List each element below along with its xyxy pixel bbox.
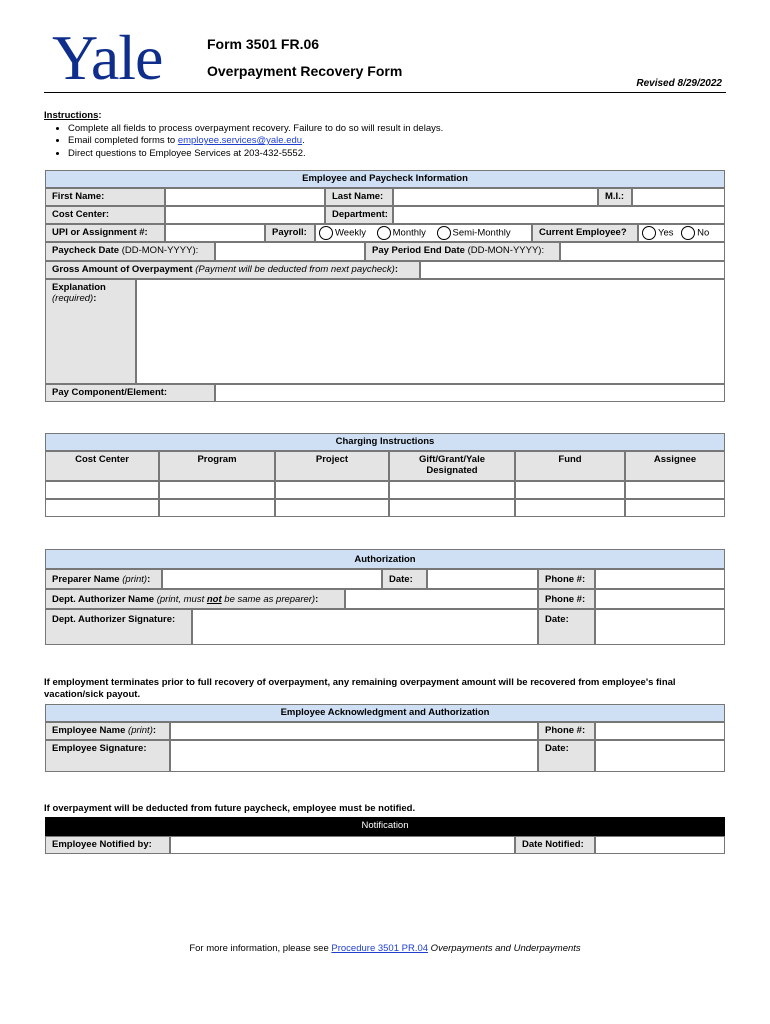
charging-cell[interactable] <box>159 499 275 517</box>
department-label: Department: <box>325 206 393 224</box>
authorizer-phone-label: Phone #: <box>538 589 595 609</box>
weekly-label: Weekly <box>335 227 366 239</box>
charging-cell[interactable] <box>515 481 625 499</box>
period-end-label <box>365 242 560 261</box>
footer-suffix: Overpayments and Underpayments <box>428 943 581 954</box>
authorizer-phone-field[interactable] <box>595 589 725 609</box>
no-label: No <box>697 227 710 239</box>
period-end-format: (DD-MON-YYYY): <box>467 245 545 256</box>
gross-amount-label <box>45 261 420 279</box>
pay-component-label: Pay Component/Element: <box>45 384 215 402</box>
preparer-name-label <box>45 569 162 589</box>
col-header-assignee: Assignee <box>625 451 725 481</box>
section-title-acknowledgment: Employee Acknowledgment and Authorization <box>45 704 725 722</box>
gross-amount-note: (Payment will be deducted from next paycheck) <box>195 264 395 275</box>
payroll-label: Payroll: <box>265 224 315 242</box>
gross-amount-colon: : <box>394 264 398 275</box>
employee-phone-field[interactable] <box>595 722 725 740</box>
charging-cell[interactable] <box>389 499 515 517</box>
monthly-radio[interactable] <box>377 226 391 240</box>
procedure-link[interactable]: Procedure 3501 PR.04 <box>331 943 429 954</box>
yes-radio[interactable] <box>642 226 656 240</box>
gross-amount-text: Gross Amount of Overpayment <box>52 264 193 275</box>
paycheck-date-field[interactable] <box>215 242 365 261</box>
section-title-notification: Notification <box>45 817 725 836</box>
employee-date-label: Date: <box>538 740 595 772</box>
weekly-radio[interactable] <box>319 226 333 240</box>
preparer-date-field[interactable] <box>427 569 538 589</box>
authorizer-note-a: (print, must <box>156 594 207 605</box>
authorizer-name-label <box>45 589 345 609</box>
employee-name-label <box>45 722 170 740</box>
authorizer-date-label: Date: <box>538 609 595 645</box>
authorizer-note-b: be same as preparer) <box>221 594 316 605</box>
preparer-name-colon: : <box>147 574 151 585</box>
preparer-date-label: Date: <box>382 569 427 589</box>
employee-phone-label: Phone #: <box>538 722 595 740</box>
first-name-field[interactable] <box>165 188 325 206</box>
last-name-label: Last Name: <box>325 188 393 206</box>
upi-field[interactable] <box>165 224 265 242</box>
instruction-text: Email completed forms to <box>68 135 178 146</box>
instruction-item: • Direct questions to Employee Services at 203-432-5552. <box>68 148 443 161</box>
current-employee-label: Current Employee? <box>532 224 638 242</box>
date-notified-label: Date Notified: <box>515 836 595 854</box>
termination-note: If employment terminates prior to full recovery of overpayment, any remaining overpayment amount will be recovered from employee's final vacation/sick payout. <box>44 677 676 700</box>
mi-field[interactable] <box>632 188 725 206</box>
charging-cell[interactable] <box>625 481 725 499</box>
section-title-authorization: Authorization <box>45 549 725 569</box>
explanation-field[interactable] <box>136 279 725 384</box>
preparer-phone-field[interactable] <box>595 569 725 589</box>
authorizer-name-colon: : <box>315 594 319 605</box>
paycheck-date-format: (DD-MON-YYYY): <box>121 245 199 256</box>
explanation-colon: : <box>93 293 97 304</box>
explanation-label <box>45 279 136 384</box>
employee-signature-field[interactable] <box>170 740 538 772</box>
preparer-name-field[interactable] <box>162 569 382 589</box>
form-number: Form 3501 FR.06 <box>207 36 320 52</box>
preparer-name-note: (print) <box>122 574 148 585</box>
authorizer-name-text: Dept. Authorizer Name <box>52 594 155 605</box>
instructions-list <box>44 123 443 161</box>
instruction-item: • Complete all fields to process overpayment recovery. Failure to do so will result in delays. <box>68 123 443 136</box>
col-header-cost-center: Cost Center <box>45 451 159 481</box>
semi-monthly-label: Semi-Monthly <box>452 227 511 239</box>
employee-name-text: Employee Name <box>52 725 126 736</box>
section-title-charging: Charging Instructions <box>45 433 725 451</box>
payroll-options <box>315 224 532 242</box>
instruction-text: . <box>302 135 305 146</box>
notified-by-label: Employee Notified by: <box>45 836 170 854</box>
employee-name-field[interactable] <box>170 722 538 740</box>
charging-cell[interactable] <box>389 481 515 499</box>
col-header-fund: Fund <box>515 451 625 481</box>
charging-cell[interactable] <box>275 499 389 517</box>
authorizer-date-field[interactable] <box>595 609 725 645</box>
authorizer-note-not: not <box>206 594 222 605</box>
preparer-phone-label: Phone #: <box>538 569 595 589</box>
instructions-title: Instructions <box>44 110 99 121</box>
semi-monthly-radio[interactable] <box>437 226 451 240</box>
col-header-gift-grant: Gift/Grant/Yale Designated <box>389 451 515 481</box>
date-notified-field[interactable] <box>595 836 725 854</box>
paycheck-date-text: Paycheck Date <box>52 245 120 256</box>
footer-prefix: For more information, please see <box>189 943 332 954</box>
instructions-colon: : <box>98 110 102 121</box>
charging-cell[interactable] <box>625 499 725 517</box>
col-header-project: Project <box>275 451 389 481</box>
employee-name-colon: : <box>152 725 157 736</box>
charging-cell[interactable] <box>45 499 159 517</box>
footer <box>0 943 770 954</box>
department-field[interactable] <box>393 206 725 224</box>
current-employee-options <box>638 224 725 242</box>
explanation-text: Explanation <box>52 282 106 293</box>
instructions <box>44 110 443 160</box>
form-title: Overpayment Recovery Form <box>207 63 403 79</box>
notified-by-field[interactable] <box>170 836 515 854</box>
charging-cell[interactable] <box>515 499 625 517</box>
yes-label: Yes <box>658 227 674 239</box>
period-end-field[interactable] <box>560 242 725 261</box>
gross-amount-field[interactable] <box>420 261 725 279</box>
cost-center-label: Cost Center: <box>45 206 165 224</box>
upi-label: UPI or Assignment #: <box>45 224 165 242</box>
yale-logo: Yale <box>52 22 163 93</box>
col-header-program: Program <box>159 451 275 481</box>
charging-cell[interactable] <box>159 481 275 499</box>
deduction-note: If overpayment will be deducted from future paycheck, employee must be notified. <box>44 803 416 814</box>
first-name-label: First Name: <box>45 188 165 206</box>
paycheck-date-label <box>45 242 215 261</box>
employee-name-note: (print) <box>128 725 153 736</box>
mi-label: M.I.: <box>598 188 632 206</box>
revised-date: Revised 8/29/2022 <box>636 78 722 89</box>
employee-signature-label: Employee Signature: <box>45 740 170 772</box>
pay-component-field[interactable] <box>215 384 725 402</box>
employee-date-field[interactable] <box>595 740 725 772</box>
monthly-label: Monthly <box>392 227 426 239</box>
period-end-text: Pay Period End Date <box>372 245 465 256</box>
explanation-required: (required) <box>52 293 94 304</box>
section-title-employee: Employee and Paycheck Information <box>45 170 725 188</box>
no-radio[interactable] <box>681 226 695 240</box>
authorizer-signature-field[interactable] <box>192 609 538 645</box>
last-name-field[interactable] <box>393 188 598 206</box>
instruction-item <box>68 135 443 148</box>
preparer-name-text: Preparer Name <box>52 574 120 585</box>
authorizer-name-field[interactable] <box>345 589 538 609</box>
cost-center-field[interactable] <box>165 206 325 224</box>
charging-cell[interactable] <box>45 481 159 499</box>
email-link[interactable]: employee.services@yale.edu <box>177 135 303 146</box>
authorizer-signature-label: Dept. Authorizer Signature: <box>45 609 192 645</box>
header-divider <box>44 92 726 93</box>
charging-cell[interactable] <box>275 481 389 499</box>
